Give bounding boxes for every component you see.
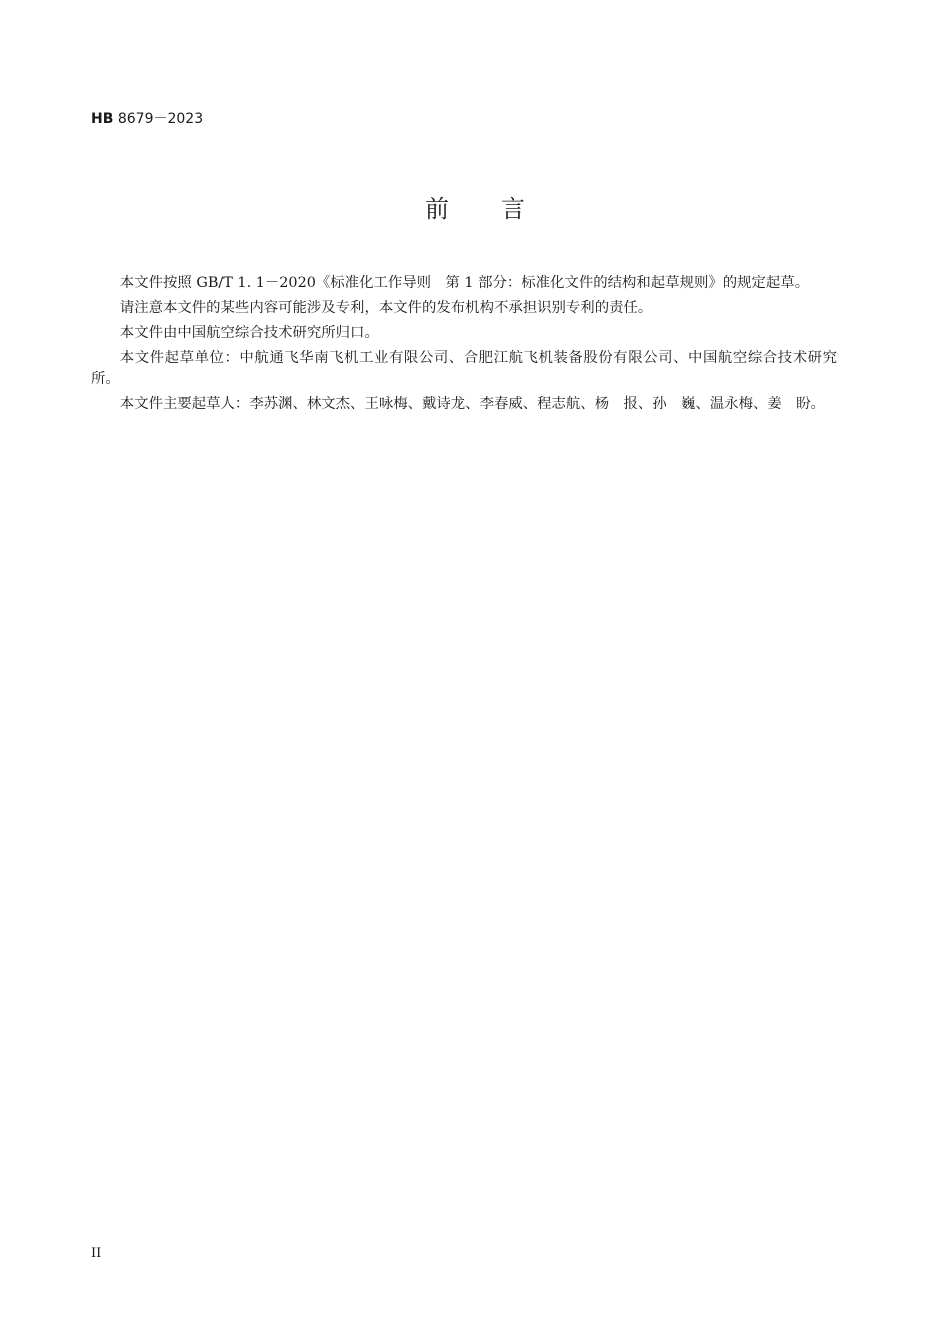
page-number: II xyxy=(91,1246,102,1261)
document-code xyxy=(91,110,203,128)
page-title xyxy=(0,193,950,225)
paragraph-centralized-by: 本文件由中国航空综合技术研究所归口。 xyxy=(119,325,379,341)
paragraph-drafters: 本文件主要起草人：李苏渊、林文杰、王咏梅、戴诗龙、李春威、程志航、杨 报、孙 巍、温永梅、姜 盼。 xyxy=(119,396,825,412)
paragraph-drafting-units: 本文件起草单位：中航通飞华南飞机工业有限公司、合肥江航飞机装备股份有限公司、中国航空综合技术研究所。 xyxy=(91,350,837,387)
document-code-prefix: HB xyxy=(91,111,114,127)
paragraph-drafting-rules: 本文件按照 GB/T 1. 1－2020《标准化工作导则 第 1 部分：标准化文件的结构和起草规则》的规定起草。 xyxy=(119,275,810,291)
page-title-right: 言 xyxy=(501,195,525,223)
page-title-left: 前 xyxy=(425,195,449,223)
document-code-number: 8679－2023 xyxy=(113,111,204,127)
foreword-body xyxy=(91,273,837,419)
paragraph-patent-notice: 请注意本文件的某些内容可能涉及专利，本文件的发布机构不承担识别专利的责任。 xyxy=(119,300,653,316)
